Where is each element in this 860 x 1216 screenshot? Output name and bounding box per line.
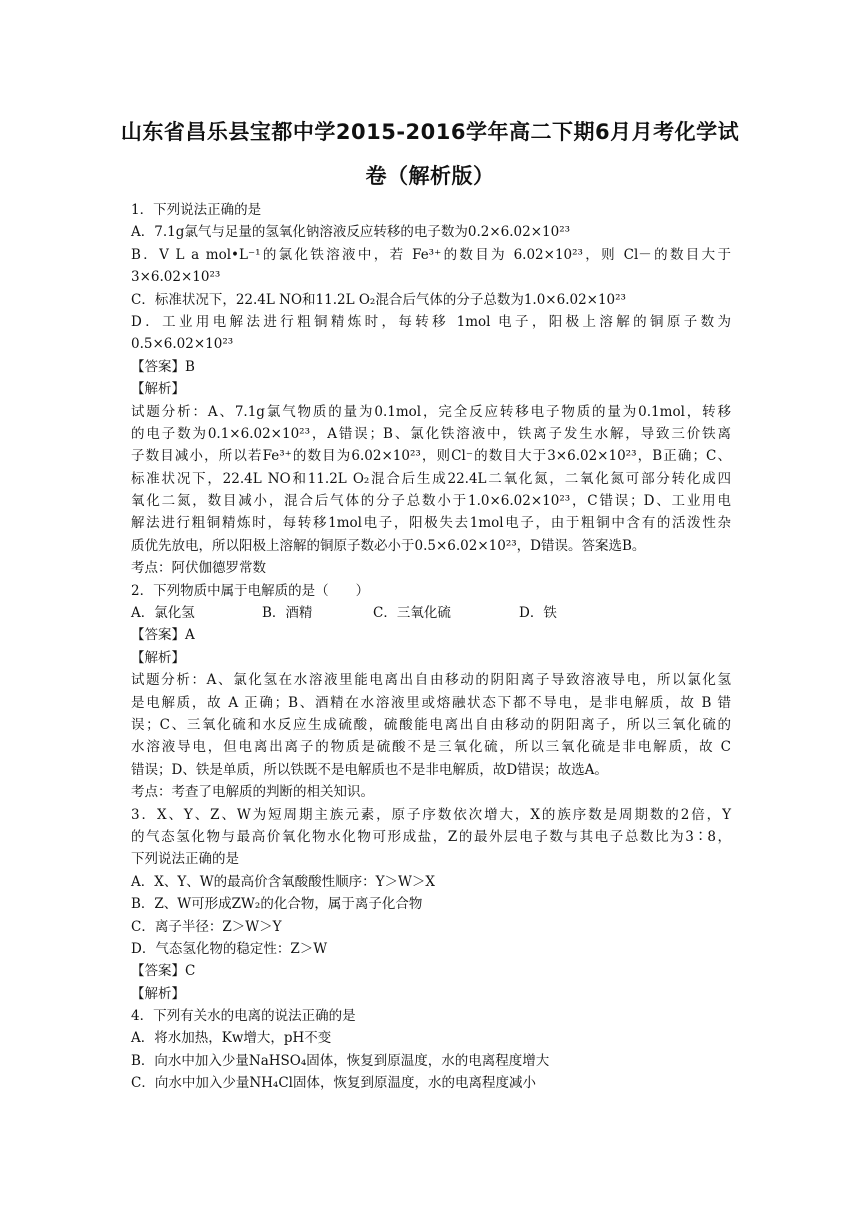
- question-4-option-c: C．向水中加入少量NH₄Cl固体，恢复到原温度，水的电离程度减小: [131, 1075, 536, 1092]
- question-2-keypoint: 考点：考查了电解质的判断的相关知识。: [131, 784, 374, 801]
- question-2-option-b: B．酒精: [262, 605, 313, 622]
- question-1-stem: 1．下列说法正确的是: [131, 202, 262, 218]
- question-2-analysis-line: 错误；D、铁是单质，所以铁既不是电解质也不是非电解质，故D错误；故选A。: [131, 761, 608, 778]
- question-2-answer: 【答案】A: [131, 627, 195, 644]
- question-4-option-b: B．向水中加入少量NaHSO₄固体，恢复到原温度，水的电离程度增大: [131, 1052, 550, 1069]
- question-2-analysis-line: 误；C、三氧化硫和水反应生成硫酸，硫酸能电离出自由移动的阴阳离子，所以三氧化硫的: [131, 716, 731, 733]
- question-3-option-d: D．气态氢化物的稳定性：Z＞W: [131, 940, 328, 957]
- question-1-answer: 【答案】B: [131, 358, 195, 375]
- question-1-analysis-line: 解法进行粗铜精炼时，每转移1mol电子，阳极失去1mol电子，由于粗铜中含有的活泼性杂: [131, 515, 731, 532]
- question-2-option-c: C．三氧化硫: [373, 605, 451, 622]
- question-1-analysis-line: 标准状况下，22.4L NO和11.2L O₂混合后生成22.4L二氧化氮，二氧化氮可部分转化成四: [131, 470, 731, 487]
- question-3-stem: 3．X、Y、Z、W为短周期主族元素，原子序数依次增大，X的族序数是周期数的2倍，Y: [131, 806, 731, 823]
- question-1-keypoint: 考点：阿伏伽德罗常数: [131, 560, 266, 577]
- question-1-analysis-line: 的电子数为0.1×6.02×10²³，A错误；B、氯化铁溶液中，铁离子发生水解，导致三价铁离: [131, 425, 731, 442]
- question-1-analysis-line: 质优先放电，所以阳极上溶解的铜原子数必小于0.5×6.02×10²³，D错误。答案选B。: [131, 537, 646, 554]
- question-1-option-d: D．工业用电解法进行粗铜精炼时，每转移 1mol 电子，阳极上溶解的铜原子数为: [131, 313, 731, 330]
- question-3-answer: 【答案】C: [131, 963, 196, 980]
- question-1-option-d-cont: 0.5×6.02×10²³: [131, 336, 234, 353]
- question-1-analysis-heading: 【解析】: [131, 381, 185, 398]
- question-2-option-a: A．氯化氢: [131, 605, 195, 622]
- question-3-stem-cont: 下列说法正确的是: [131, 851, 239, 868]
- document-body: [131, 199, 731, 1095]
- question-2-analysis-line: 水溶液导电，但电离出离子的物质是硫酸不是三氧化硫，所以三氧化硫是非电解质，故 C: [131, 739, 731, 756]
- page-title-line-2: 卷（解析版）: [365, 164, 495, 188]
- question-1-option-b: B．V L a mol•L⁻¹的氯化铁溶液中，若 Fe³⁺的数目为 6.02×10²³，则 Cl－的数目大于: [131, 246, 731, 263]
- question-1-option-b-cont: 3×6.02×10²³: [131, 269, 221, 286]
- question-2-options: [131, 602, 731, 624]
- question-1-analysis-line: 试题分析：A、7.1g氯气物质的量为0.1mol，完全反应转移电子物质的量为0.1mol，转移: [131, 403, 731, 420]
- page-title-line-1: 山东省昌乐县宝都中学2015-2016学年高二下期6月月考化学试: [120, 120, 740, 144]
- question-3-option-a: A．X、Y、W的最高价含氧酸酸性顺序：Y＞W＞X: [131, 873, 436, 890]
- question-3-option-b: B．Z、W可形成ZW₂的化合物，属于离子化合物: [131, 896, 423, 913]
- question-2-analysis-line: 是电解质，故 A 正确；B、酒精在水溶液里或熔融状态下都不导电，是非电解质，故 B 错: [131, 694, 731, 711]
- question-3-stem-cont: 的气态氢化物与最高价氧化物水化物可形成盐，Z的最外层电子数与其电子总数比为3∶8，: [131, 828, 731, 845]
- question-1-analysis-line: 子数目减小，所以若Fe³⁺的数目为6.02×10²³，则Cl⁻的数目大于3×6.02×10²³，B正确；C、: [131, 448, 731, 465]
- question-2-option-d: D．铁: [519, 605, 557, 622]
- question-4-stem: 4．下列有关水的电离的说法正确的是: [131, 1008, 356, 1025]
- question-2-stem: 2．下列物质中属于电解质的是（ ）: [131, 582, 370, 599]
- question-3-analysis-heading: 【解析】: [131, 985, 185, 1002]
- question-3-option-c: C．离子半径：Z＞W＞Y: [131, 918, 282, 935]
- question-1-analysis-line: 氧化二氮，数目减小，混合后气体的分子总数小于1.0×6.02×10²³，C错误；D、工业用电: [131, 493, 731, 510]
- question-2-analysis-line: 试题分析：A、氯化氢在水溶液里能电离出自由移动的阴阳离子导致溶液导电，所以氯化氢: [131, 672, 731, 689]
- question-1-option-a: A．7.1g氯气与足量的氢氧化钠溶液反应转移的电子数为0.2×6.02×10²³: [131, 224, 571, 241]
- question-2-analysis-heading: 【解析】: [131, 649, 185, 666]
- question-4-option-a: A．将水加热，Kw增大，pH不变: [131, 1030, 332, 1047]
- question-1-option-c: C．标准状况下，22.4L NO和11.2L O₂混合后气体的分子总数为1.0×6.02×10²³: [131, 291, 626, 308]
